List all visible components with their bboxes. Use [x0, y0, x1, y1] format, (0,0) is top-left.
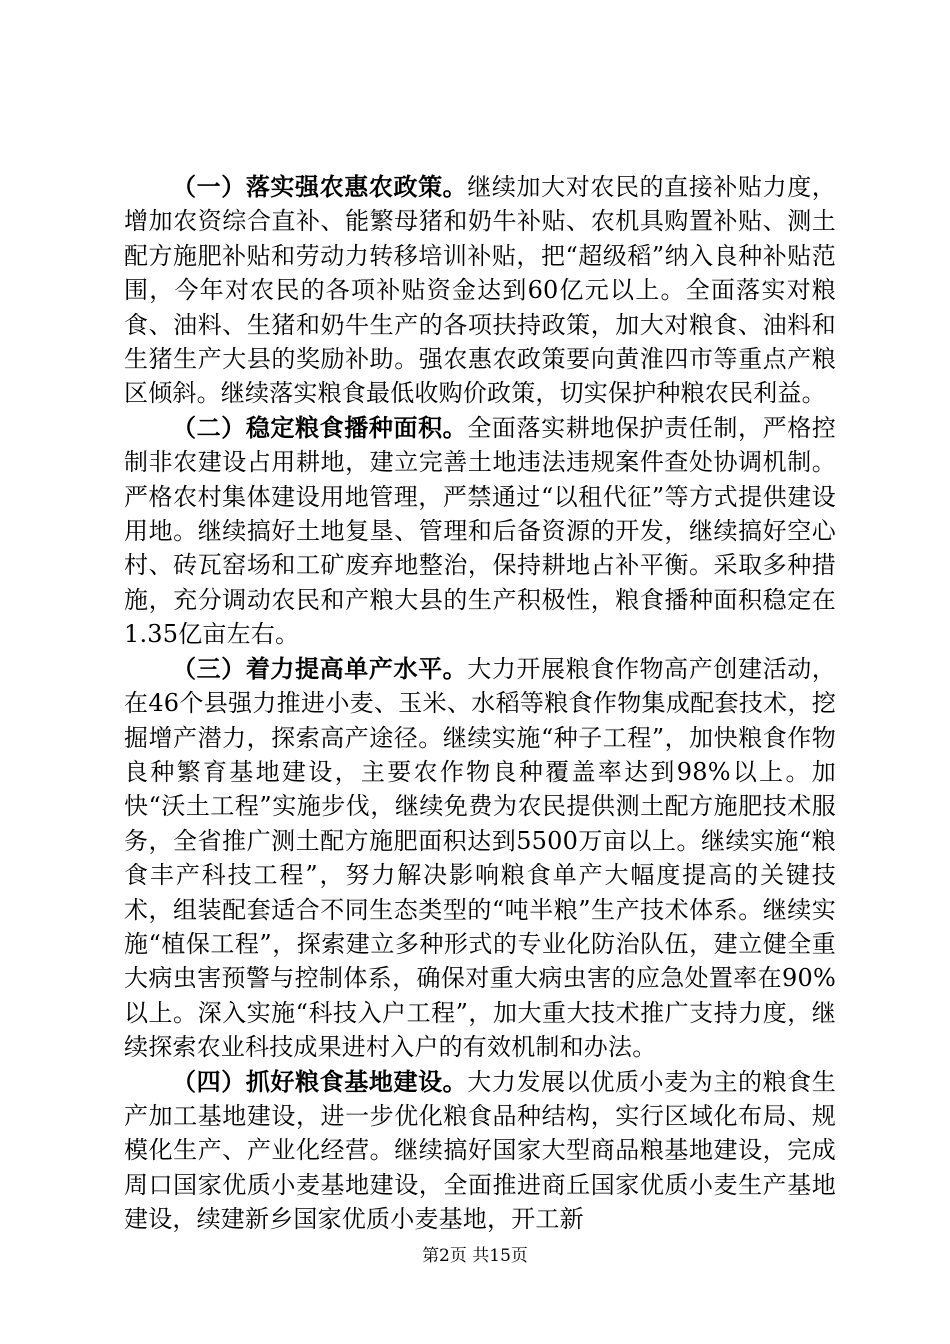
- paragraph-4: [124, 1065, 836, 1237]
- section-heading-4: （四）抓好粮食基地建设。: [172, 1066, 468, 1096]
- paragraph-text-4: 大力发展以优质小麦为主的粮食生产加工基地建设，进一步优化粮食品种结构，实行区域化布局、规模化生产、产业化经营。继续搞好国家大型商品粮基地建设，完成周口国家优质小麦基地建设，全面推进商丘国家优质小麦生产基地建设，续建新乡国家优质小麦基地，开工新: [124, 1067, 837, 1234]
- paragraph-text-3: 大力开展粮食作物高产创建活动，在46个县强力推进小麦、玉米、水稻等粮食作物集成配套技术，挖掘增产潜力，探索高产途径。继续实施“种子工程”，加快粮食作物良种繁育基地建设，主要农作物良种覆盖率达到98%以上。加快“沃土工程”实施步伐，继续免费为农民提供测土配方施肥技术服务，全省推广测土配方施肥面积达到5500万亩以上。继续实施“粮食丰产科技工程”，努力解决影响粮食单产大幅度提高的关键技术，组装配套适合不同生态类型的“吨半粮”生产技术体系。继续实施“植保工程”，探索建立多种形式的专业化防治队伍，建立健全重大病虫害预警与控制体系，确保对重大病虫害的应急处置率在90%以上。深入实施“科技入户工程”，加大重大技术推广支持力度，继续探索农业科技成果进村入户的有效机制和办法。: [124, 654, 837, 1062]
- page-number-footer: 第2页 共15页: [422, 1246, 528, 1266]
- section-heading-3: （三）着力提高单产水平。: [172, 653, 468, 683]
- paragraph-3: [124, 652, 836, 1065]
- paragraph-1: [124, 170, 836, 411]
- paragraph-text-2: 全面落实耕地保护责任制，严格控制非农建设占用耕地，建立完善土地违法违规案件查处协调机制。严格农村集体建设用地管理，严禁通过“以租代征”等方式提供建设用地。继续搞好土地复垦、管理和后备资源的开发，继续搞好空心村、砖瓦窑场和工矿废弃地整治，保持耕地占补平衡。采取多种措施，充分调动农民和产粮大县的生产积极性，粮食播种面积稳定在1.35亿亩左右。: [124, 413, 837, 649]
- paragraph-2: [124, 411, 836, 652]
- document-body: [124, 170, 836, 1237]
- section-heading-1: （一）落实强农惠农政策。: [172, 172, 468, 201]
- paragraph-text-1: 继续加大对农民的直接补贴力度，增加农资综合直补、能繁母猪和奶牛补贴、农机具购置补贴、测土配方施肥补贴和劳动力转移培训补贴，把“超级稻”纳入良种补贴范围，今年对农民的各项补贴资金达到60亿元以上。全面落实对粮食、油料、生猪和奶牛生产的各项扶持政策，加大对粮食、油料和生猪生产大县的奖励补助。强农惠农政策要向黄淮四市等重点产粮区倾斜。继续落实粮食最低收购价政策，切实保护种粮农民利益。: [124, 173, 837, 408]
- section-heading-2: （二）稳定粮食播种面积。: [172, 412, 468, 442]
